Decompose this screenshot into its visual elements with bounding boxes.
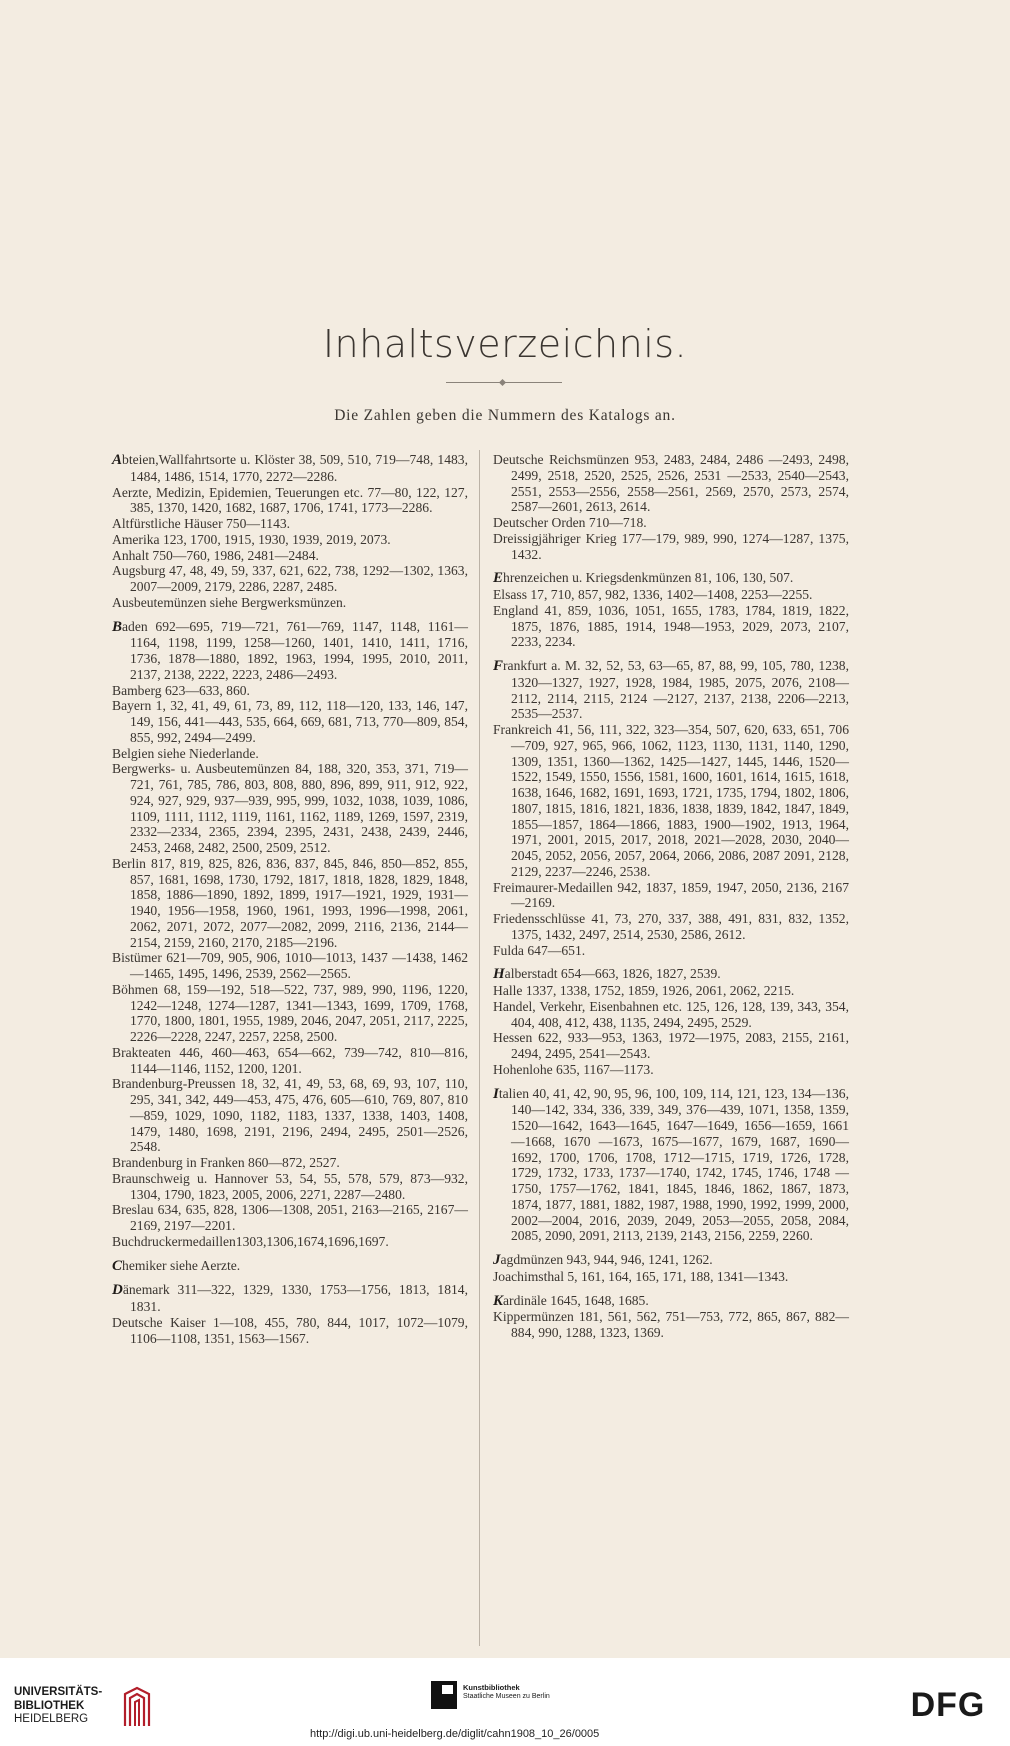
entry-initial: C bbox=[112, 1257, 123, 1274]
dfg-logo-text: DFG bbox=[910, 1686, 986, 1722]
index-entry bbox=[112, 1045, 468, 1077]
entry-text: Ausbeutemünzen siehe Bergwerksmünzen. bbox=[112, 594, 347, 610]
index-entry bbox=[493, 1062, 849, 1078]
index-entry bbox=[112, 595, 468, 611]
column-divider bbox=[479, 450, 480, 1646]
entry-text: Belgien siehe Niederlande. bbox=[112, 745, 259, 761]
entry-text: Böhmen 68, 159—192, 518—522, 737, 989, 990, 1196, 1220, 1242—1248, 1274—1287, 1341—1343, 1699, 1709, 1768, 1770, 1800, 1801, 1955, 1989, 2046, 2047, 2051, 2117, 2225, 2226—2228, 2247, 2257, 2258, 2500. bbox=[112, 981, 468, 1044]
permalink-url[interactable]: http://digi.ub.uni-heidelberg.de/diglit/cahn1908_10_26/0005 bbox=[310, 1728, 600, 1740]
entry-text: hrenzeichen u. Kriegsdenkmünzen 81, 106, 130, 507. bbox=[503, 570, 794, 586]
index-entry bbox=[493, 515, 849, 531]
index-entry bbox=[112, 563, 468, 595]
entry-text: Altfürstliche Häuser 750—1143. bbox=[112, 516, 291, 531]
entry-text: rankfurt a. M. 32, 52, 53, 63—65, 87, 88, 99, 105, 780, 1238, 1320—1327, 1927, 1928, 1984, 1985, 2075, 2076, 2108—2112, 2114, 2115, 2124 —2127, 2137, 2138, 2206—2213, 2535—2537. bbox=[503, 658, 849, 722]
index-entry bbox=[112, 1234, 468, 1250]
entry-initial: J bbox=[493, 1252, 501, 1268]
entry-text: Hohenlohe 635, 1167—1173. bbox=[493, 1061, 654, 1077]
entry-text: Friedensschlüsse 41, 73, 270, 337, 388, 491, 831, 832, 1352, 1375, 1432, 2497, 2514, 2530, 2586, 2612. bbox=[493, 911, 849, 942]
index-entry bbox=[112, 1202, 468, 1234]
entry-text: Berlin 817, 819, 825, 826, 836, 837, 845, 846, 850—852, 855, 857, 1681, 1698, 1730, 1792, 1817, 1818, 1828, 1829, 1848, 1858, 1886—1890, 1892, 1899, 1917—1921, 1929, 1931—1940, 1956—1958, 1960, 1961, 1993, 1996—1998, 2061, 2062, 2071, 2072, 2077—2082, 2099, 2116, 2136, 2144—2154, 2159, 2160, 2170, 2185—2196. bbox=[112, 855, 468, 950]
entry-text: Bayern 1, 32, 41, 49, 61, 73, 89, 112, 118—120, 133, 146, 147, 149, 156, 441—443, 535, 664, 669, 681, 713, 770—809, 854, 855, 992, 2494—2499. bbox=[112, 698, 468, 745]
entry-text: ardinäle 1645, 1648, 1685. bbox=[503, 1292, 649, 1308]
index-entry bbox=[493, 1030, 849, 1062]
entry-text: Deutsche Reichsmünzen 953, 2483, 2484, 2486 —2493, 2498, 2499, 2518, 2520, 2525, 2526, 2531 —2533, 2540—2543, 2551, 2553—2556, 2558—2561, 2569, 2570, 2573, 2574, 2587—2601, 2613, 2614. bbox=[493, 452, 849, 515]
index-entry bbox=[112, 746, 468, 762]
kunstbibliothek-icon bbox=[431, 1681, 457, 1709]
index-entry bbox=[493, 880, 849, 912]
viewer-footer bbox=[0, 1658, 1010, 1746]
index-entry bbox=[493, 966, 849, 983]
index-entry bbox=[112, 950, 468, 982]
index-entry bbox=[112, 1282, 468, 1315]
entry-text: Bistümer 621—709, 905, 906, 1010—1013, 1437 —1438, 1462—1465, 1495, 1496, 2539, 2562—2565. bbox=[112, 950, 468, 981]
entry-text: Buchdruckermedaillen1303,1306,1674,1696,1697. bbox=[112, 1233, 389, 1249]
entry-text: alberstadt 654—663, 1826, 1827, 2539. bbox=[504, 966, 721, 982]
entry-initial: K bbox=[493, 1292, 504, 1309]
index-entry bbox=[493, 587, 849, 603]
kunstbibliothek-wordmark bbox=[463, 1683, 550, 1701]
entry-text: Frankreich 41, 56, 111, 322, 323—354, 507, 620, 633, 651, 706—709, 927, 965, 966, 1062, 1123, 1130, 1131, 1140, 1290, 1309, 1351, 1360—1362, 1425—1427, 1445, 1446, 1520—1522, 1549, 1550, 1556, 1581, 1600, 1601, 1614, 1615, 1618, 1638, 1646, 1682, 1691, 1693, 1721, 1735, 1794, 1802, 1806, 1807, 1815, 1816, 1821, 1836, 1838, 1839, 1842, 1847, 1849, 1855—1857, 1864—1866, 1883, 1900—1902, 1913, 1964, 1971, 2001, 2015, 2017, 2018, 2021—2028, 2030, 2040—2045, 2052, 2056, 2057, 2064, 2066, 2086, 2087 2091, 2128, 2129, 2237—2246, 2538. bbox=[493, 722, 849, 879]
entry-text: Augsburg 47, 48, 49, 59, 337, 621, 622, 738, 1292—1302, 1363, 2007—2009, 2179, 2286, 2287, 2485. bbox=[112, 563, 468, 594]
entry-text: Halle 1337, 1338, 1752, 1859, 1926, 2061, 2062, 2215. bbox=[493, 983, 795, 998]
entry-text: Deutscher Orden 710—718. bbox=[493, 515, 647, 530]
index-entry bbox=[493, 983, 849, 999]
index-entry bbox=[493, 1252, 849, 1269]
index-entry bbox=[112, 532, 468, 548]
dfg-logo[interactable] bbox=[900, 1684, 996, 1722]
entry-text: Braunschweig u. Hannover 53, 54, 55, 578, 579, 873—932, 1304, 1790, 1823, 2005, 2006, 2271, 2287—2480. bbox=[112, 1170, 468, 1202]
index-entry bbox=[112, 1155, 468, 1171]
index-entry bbox=[112, 698, 468, 745]
index-entry bbox=[493, 943, 849, 959]
index-entry bbox=[493, 1269, 849, 1285]
ub-logo-icon bbox=[121, 1686, 153, 1728]
entry-text: Handel, Verkehr, Eisenbahnen etc. 125, 126, 128, 139, 343, 354, 404, 408, 412, 438, 1135, 2494, 2495, 2529. bbox=[493, 998, 849, 1030]
index-entry bbox=[493, 531, 849, 563]
index-entry bbox=[112, 1315, 468, 1347]
entry-text: Freimaurer-Medaillen 942, 1837, 1859, 1947, 2050, 2136, 2167—2169. bbox=[493, 879, 849, 911]
entry-text: England 41, 859, 1036, 1051, 1655, 1783, 1784, 1819, 1822, 1875, 1876, 1885, 1914, 1948—1953, 2029, 2073, 2107, 2233, 2234. bbox=[493, 602, 849, 650]
entry-initial: E bbox=[493, 570, 504, 587]
entry-initial: F bbox=[493, 658, 504, 674]
entry-text: Dreissigjähriger Krieg 177—179, 989, 990, 1274—1287, 1375, 1432. bbox=[493, 530, 849, 562]
entry-text: aden 692—695, 719—721, 761—769, 1147, 1148, 1161—1164, 1198, 1199, 1258—1260, 1401, 1410, 1411, 1716, 1736, 1878—1880, 1892, 1963, 1994, 1995, 2010, 2011, 2137, 2138, 2222, 2223, 2486—2493. bbox=[122, 618, 468, 682]
entry-text: Joachimsthal 5, 161, 164, 165, 171, 188, 1341—1343. bbox=[493, 1268, 789, 1284]
index-entry bbox=[493, 658, 849, 722]
entry-text: Brandenburg in Franken 860—872, 2527. bbox=[112, 1155, 340, 1170]
index-entry bbox=[112, 761, 468, 856]
entry-text: Breslau 634, 635, 828, 1306—1308, 2051, 2163—2165, 2167—2169, 2197—2201. bbox=[112, 1202, 468, 1233]
index-entry bbox=[493, 1086, 849, 1245]
entry-text: Anhalt 750—760, 1986, 2481—2484. bbox=[112, 547, 319, 563]
entry-initial: B bbox=[112, 618, 123, 635]
entry-text: Deutsche Kaiser 1—108, 455, 780, 844, 1017, 1072—1079, 1106—1108, 1351, 1563—1567. bbox=[112, 1314, 468, 1346]
entry-text: Brandenburg-Preussen 18, 32, 41, 49, 53, 68, 69, 93, 107, 110, 295, 341, 342, 449—453, 475, 476, 605—610, 769, 807, 810—859, 1029, 1090, 1182, 1183, 1337, 1338, 1403, 1408, 1479, 1480, 1698, 2191, 2196, 2494, 2495, 2501—2526, 2548. bbox=[112, 1076, 468, 1155]
kunstbibliothek-logo[interactable] bbox=[431, 1681, 631, 1717]
index-entry bbox=[493, 452, 849, 515]
entry-text: Bergwerks- u. Ausbeutemünzen 84, 188, 320, 353, 371, 719—721, 761, 785, 786, 803, 808, 880, 896, 899, 911, 912, 922, 924, 927, 929, 937—939, 995, 999, 1032, 1038, 1039, 1086, 1109, 1111, 1112, 1119, 1161, 1162, 1189, 1269, 1597, 2319, 2332—2334, 2365, 2394, 2395, 2431, 2438, 2439, 2446, 2453, 2468, 2482, 2500, 2509, 2512. bbox=[112, 761, 468, 855]
index-entry bbox=[493, 603, 849, 650]
index-entry bbox=[493, 999, 849, 1031]
ub-heidelberg-wordmark bbox=[14, 1686, 102, 1727]
entry-text: Hessen 622, 933—953, 1363, 1972—1975, 2083, 2155, 2161, 2494, 2495, 2541—2543. bbox=[493, 1030, 849, 1061]
kb-line-2: Staatliche Museen zu Berlin bbox=[463, 1693, 550, 1700]
index-entry bbox=[112, 1076, 468, 1155]
ub-line-2: BIBLIOTHEK bbox=[14, 1699, 85, 1712]
entry-text: Amerika 123, 1700, 1915, 1930, 1939, 2019, 2073. bbox=[112, 531, 391, 547]
entry-text: Kippermünzen 181, 561, 562, 751—753, 772, 865, 867, 882—884, 990, 1288, 1323, 1369. bbox=[493, 1309, 849, 1340]
index-entry bbox=[112, 856, 468, 951]
index-column-left bbox=[112, 452, 468, 1346]
entry-initial: I bbox=[493, 1085, 499, 1102]
ub-heidelberg-logo[interactable] bbox=[14, 1686, 164, 1730]
index-entry bbox=[493, 911, 849, 943]
entry-text: agdmünzen 943, 944, 946, 1241, 1262. bbox=[500, 1252, 713, 1267]
entry-initial: H bbox=[493, 966, 505, 983]
index-entry bbox=[112, 485, 468, 517]
ub-line-1: UNIVERSITÄTS- bbox=[14, 1686, 103, 1698]
index-entry bbox=[112, 982, 468, 1045]
entry-initial: A bbox=[112, 452, 123, 468]
title-ornament-rule bbox=[446, 382, 562, 383]
page-subtitle: Die Zahlen geben die Nummern des Katalogs an. bbox=[334, 407, 676, 424]
page-title: Inhaltsverzeichnis. bbox=[322, 322, 688, 366]
index-entry bbox=[493, 570, 849, 587]
index-entry bbox=[493, 722, 849, 880]
ub-line-3: HEIDELBERG bbox=[14, 1713, 89, 1725]
entry-text: Elsass 17, 710, 857, 982, 1336, 1402—1408, 2253—2255. bbox=[493, 587, 813, 602]
index-column-right bbox=[493, 452, 849, 1341]
kb-line-1: Kunstbibliothek bbox=[463, 1683, 520, 1692]
index-entry bbox=[493, 1309, 849, 1341]
index-entry bbox=[112, 683, 468, 699]
index-entry bbox=[112, 1258, 468, 1275]
entry-text: bteien,Wallfahrtsorte u. Klöster 38, 509, 510, 719—748, 1483, 1484, 1486, 1514, 1770, 2272—2286. bbox=[122, 452, 468, 484]
entry-text: Bamberg 623—633, 860. bbox=[112, 682, 250, 698]
entry-text: Brakteaten 446, 460—463, 654—662, 739—742, 810—816, 1144—1146, 1152, 1200, 1201. bbox=[112, 1044, 468, 1076]
index-entry bbox=[112, 619, 468, 683]
entry-text: hemiker siehe Aerzte. bbox=[122, 1257, 241, 1273]
entry-text: Aerzte, Medizin, Epidemien, Teuerungen etc. 77—80, 122, 127, 385, 1370, 1420, 1682, 1687, 1706, 1741, 1773—2286. bbox=[112, 484, 468, 516]
entry-text: Fulda 647—651. bbox=[493, 942, 586, 958]
entry-initial: D bbox=[112, 1282, 123, 1299]
index-entry bbox=[112, 1171, 468, 1203]
entry-text: änemark 311—322, 1329, 1330, 1753—1756, 1813, 1814, 1831. bbox=[122, 1282, 468, 1314]
index-entry bbox=[112, 548, 468, 564]
index-entry bbox=[493, 1293, 849, 1310]
entry-text: talien 40, 41, 42, 90, 95, 96, 100, 109, 114, 121, 123, 134—136, 140—142, 334, 336, 339, 349, 376—439, 1071, 1358, 1359, 1520—1642, 1643—1645, 1647—1649, 1656—1659, 1661—1668, 1670 —1673, 1675—1677, 1679, 1687, 1690—1692, 1700, 1706, 1708, 1712—1715, 1719, 1726, 1728, 1729, 1732, 1733, 1737—1740, 1742, 1745, 1746, 1748 —1750, 1757—1762, 1841, 1845, 1846, 1862, 1867, 1873, 1874, 1877, 1881, 1882, 1987, 1988, 1990, 1992, 1999, 2000, 2002—2004, 2016, 2039, 2049, 2053—2055, 2058, 2084, 2085, 2090, 2091, 2113, 2139, 2143, 2156, 2259, 2260. bbox=[498, 1085, 849, 1244]
index-entry bbox=[112, 516, 468, 532]
index-entry bbox=[112, 452, 468, 485]
